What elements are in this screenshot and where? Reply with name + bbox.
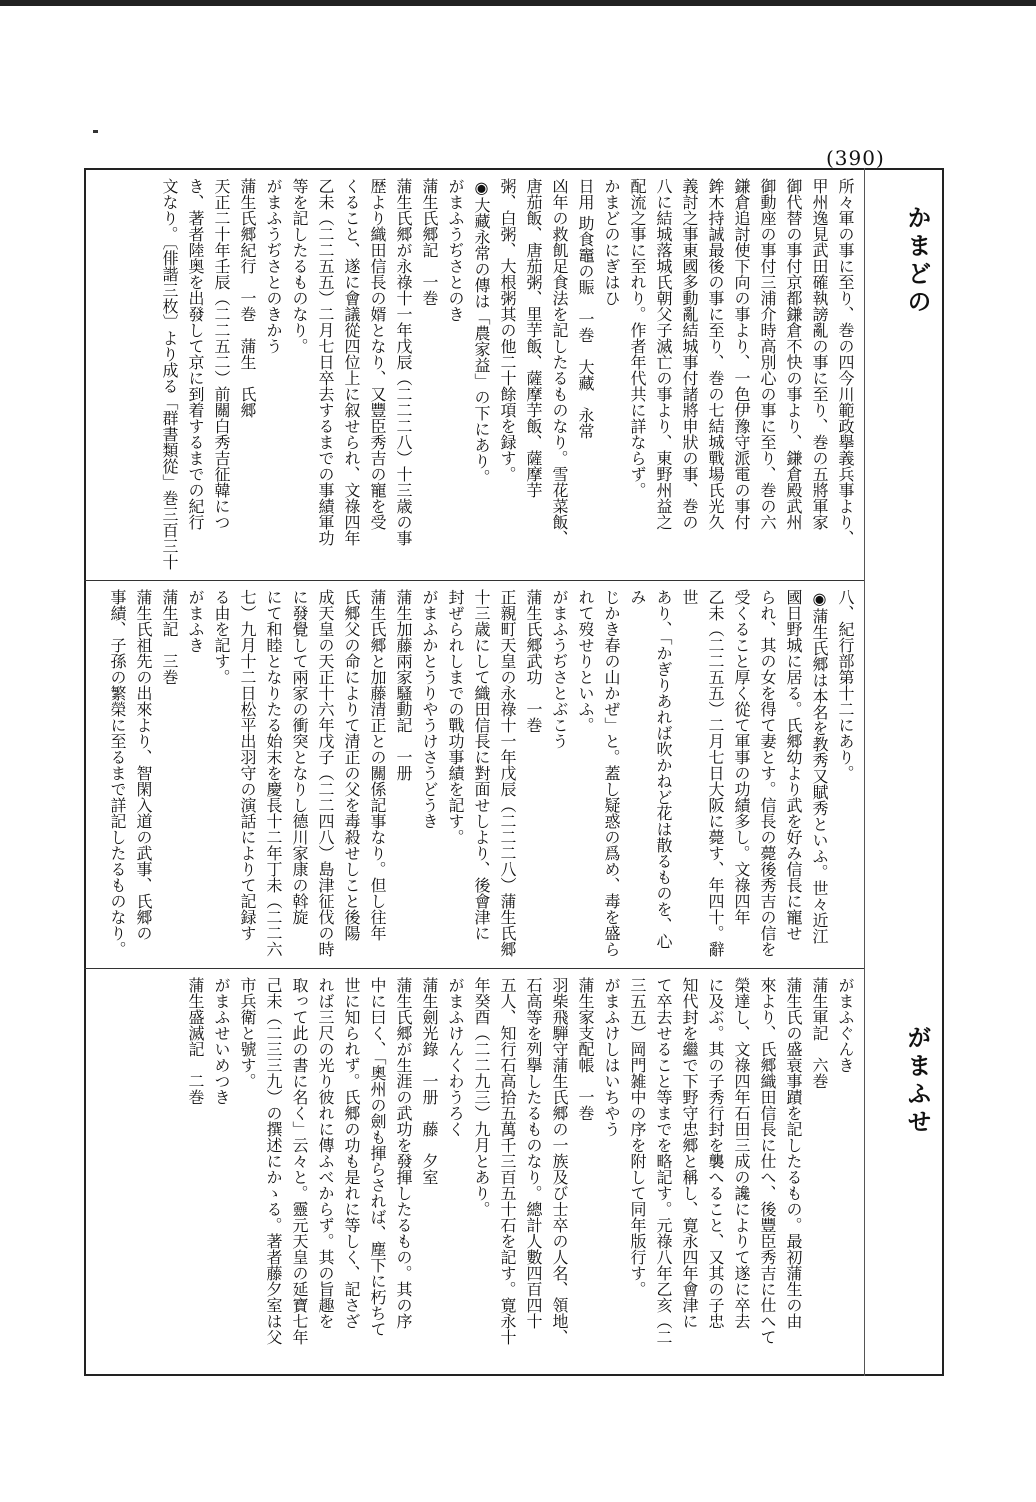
text-column: がまふき [186, 589, 205, 653]
text-column: 五人、知行石高拾五萬千三百五十石を記す。寛永十 [498, 977, 517, 1345]
text-column: 世に知られず。氏郷の功も是れに等しく、記さざ [342, 977, 361, 1329]
text-column: 三五五）岡門雑中の序を附して同年版行す。 [628, 977, 647, 1297]
text-column: 御動座の事付三浦介時高別心の事に至り、巻の六 [758, 178, 777, 530]
text-column: 鉾木持誠最後の事に至り、巻の七結城戰場氏光久 [706, 178, 725, 530]
text-column: 石高等を列擧したるものなり。總計人數四百四十 [524, 977, 543, 1329]
text-column: がまふせいめつき [212, 977, 231, 1105]
text-column: 粥、白粥、大根粥其の他二十餘項を録す。 [498, 178, 517, 482]
text-column: 蒲生加藤兩家騷動記 一册 [394, 589, 413, 781]
text-column: 成天皇の天正十六年戊子（二二四八）島津征伐の時 [316, 589, 335, 957]
text-column: 蒲生氏郷記 一巻 [420, 178, 439, 306]
text-column: くること、遂に會議從四位上に叙せられ、文祿四年 [342, 178, 361, 546]
text-column: 文なり。〔俳諧三枚〕より成る「群書類從」巻三百三十 [160, 178, 179, 570]
text-column: れて歿せりといふ。 [576, 589, 595, 733]
text-column: 羽柴飛騨守蒲生氏郷の一族及び士卒の人名、領地、 [550, 977, 569, 1345]
text-column: 八に結城落城氏朝父子滅亡の事より、東野州益之 [654, 178, 673, 530]
tier-columns [90, 977, 858, 1369]
text-column: 國日野城に居る。氏郷幼より武を好み信長に寵せ [784, 589, 803, 941]
text-column: 歴より織田信長の婿となり、又豐臣秀吉の寵を受 [368, 178, 387, 530]
text-column: 七）九月十二日松平出羽守の演話によりて記録す [238, 589, 257, 941]
text-column: 乙未（二二五五）二月七日卒去するまでの事績軍功 [316, 178, 335, 546]
text-column: 中に曰く、「奧州の劍も揮らされば、塵下に朽ちて [368, 977, 387, 1337]
text-column: 己未（二三三九）の撰述にかゝる。著者藤夕室は父 [264, 977, 283, 1345]
text-column: 蒲生盛滅記 二巻 [186, 977, 205, 1105]
text-column: 所々軍の事に至り、巻の四今川範政擧義兵事より、 [836, 178, 855, 546]
text-column: 蒲生氏郷紀行 一巻 蒲生 氏郷 [238, 178, 257, 418]
top-border [0, 0, 1036, 6]
text-column: がまふうぢさとのきかう [264, 178, 283, 354]
text-column: 義討之事東國多動亂結城事付諸將申狀の事、巻の [680, 178, 699, 530]
text-column: に及ぶ。其の子秀行封を襲へること、又其の子忠 [706, 977, 725, 1329]
text-column: がまふけしはいちやう [602, 977, 621, 1137]
text-column: がまふうぢさとのき [446, 178, 465, 322]
text-column: て卒去せること等までを略記す。元祿八年乙亥（二 [654, 977, 673, 1345]
text-column: 蒲生氏の盛衰事蹟を記したるもの。最初蒲生の由 [784, 977, 803, 1329]
text-column: き、著者陸奥を出發して京に到着するまでの紀行 [186, 178, 205, 530]
text-column: 事績、子孫の繁榮に至るまで詳記したるものなり。 [108, 589, 127, 957]
text-column: 十三歳にして織田信長に對面せしより、後會津に [472, 589, 491, 941]
text-column: がまふぐんき [836, 977, 855, 1073]
text-column: 八、紀行部第十二にあり。 [836, 589, 855, 781]
text-column: 蒲生記 三巻 [160, 589, 179, 685]
tier-columns [90, 589, 858, 962]
text-column: 取って此の書に名く」云々と。靈元天皇の延寶七年 [290, 977, 309, 1345]
text-column: じかき春の山かぜ」と。蓋し疑惑の爲め、毒を盛ら [602, 589, 621, 957]
tier-divider [84, 968, 864, 969]
text-column: 天正二十年壬辰（二二五二）前關白秀吉征韓につ [212, 178, 231, 530]
text-column: 蒲生氏祖先の出來より、智閑入道の武事、氏郷の [134, 589, 153, 941]
text-column: 乙未（二二五五）二月七日大阪に薨す、年四十。辭世 [680, 589, 725, 957]
running-head-rule [864, 168, 865, 1376]
text-column: ◉大藏永常の傳は「農家益」の下にあり。 [472, 178, 491, 485]
text-column: がまふかとうりやうけさうどうき [420, 589, 439, 829]
text-column: れば三尺の光り彼れに傳ふべからず。其の旨趣を [316, 977, 335, 1329]
running-head-bottom: がまふせ [903, 1025, 932, 1137]
text-column: 鎌倉追討使下向の事より、一色伊豫守派電の事付 [732, 178, 751, 530]
text-column: 正親町天皇の永祿十一年戊辰（二二二八）蒲生氏郷 [498, 589, 517, 957]
text-column: 等を記したるものなり。 [290, 178, 309, 354]
text-column: 受くること厚く從て軍事の功績多し。文祿四年 [732, 589, 751, 925]
tier-bottom [86, 971, 862, 1373]
text-column: 榮達し、文祿四年石田三成の讒によりて遂に卒去 [732, 977, 751, 1329]
tier-middle [86, 583, 862, 966]
text-column: 蒲生氏郷が生涯の武功を發揮したるもの。其の序 [394, 977, 413, 1329]
tier-columns [90, 178, 858, 574]
text-column: られ、其の女を得て妻とす。信長の薨後秀吉の信を [758, 589, 777, 957]
text-column: ◉蒲生氏郷は本名を教秀又賦秀といふ。世々近江 [810, 589, 829, 944]
text-column: 蒲生家支配帳 一巻 [576, 977, 595, 1121]
text-column: 蒲生軍記 六巻 [810, 977, 829, 1089]
text-column: 氏郷父の命によりて清正の父を毒殺せしこと後陽 [342, 589, 361, 941]
text-column: 配流之事に至れり。作者年代共に詳ならず。 [628, 178, 647, 498]
tier-top [86, 172, 862, 578]
text-column: がまふうぢさとぶこう [550, 589, 569, 749]
tier-divider [84, 580, 864, 581]
page-number: (390) [826, 146, 885, 170]
text-column: 唐茄飯、唐茄粥、里芋飯、薩摩芋飯、薩摩芋 [524, 178, 543, 498]
text-column: に發覺して兩家の衝突となりし德川家康の斡旋 [290, 589, 309, 925]
text-column: 蒲生氏郷武功 一巻 [524, 589, 543, 733]
text-column: 蒲生氏郷が永祿十一年戊辰（二二二八）十三歳の事 [394, 178, 413, 546]
text-column: る由を記す。 [212, 589, 231, 685]
text-column: 封ぜられしまでの戰功事績を記す。 [446, 589, 465, 845]
text-column: 年癸酉（二二九三）九月とあり。 [472, 977, 491, 1217]
text-column: 甲州逸見武田確執謗亂の事に至り、巻の五將軍家 [810, 178, 829, 530]
text-column: 御代替の事付京都鎌倉不快の事より、鎌倉殿武州 [784, 178, 803, 530]
text-column: あり、「かぎりあれば吹かねど花は散るものを、心み [628, 589, 673, 949]
text-column: 來より、氏郷織田信長に仕へ、後豐臣秀吉に仕へて [758, 977, 777, 1345]
scan-mark [93, 130, 98, 133]
text-column: 市兵衛と號す。 [238, 977, 257, 1089]
text-column: かまどのにぎはひ [602, 178, 621, 306]
text-column: 蒲生氏郷と加藤清正との關係記事なり。但し往年 [368, 589, 387, 941]
text-column: 凶年の救飢足食法を記したるものなり。雪花菜飯、 [550, 178, 569, 546]
text-column: 日用 助食竈の賑 一巻 大藏 永常 [576, 178, 595, 440]
running-head-top: かまどの [903, 205, 932, 317]
text-column: がまふけんくわうろく [446, 977, 465, 1137]
text-column: にて和睦となりたる始末を慶長十二年丁未（二二六 [264, 589, 283, 957]
text-column: 知代封を繼で下野守忠郷と稱し、寛永四年會津に [680, 977, 699, 1329]
text-column: 蒲生劍光錄 一册 藤 夕室 [420, 977, 439, 1185]
